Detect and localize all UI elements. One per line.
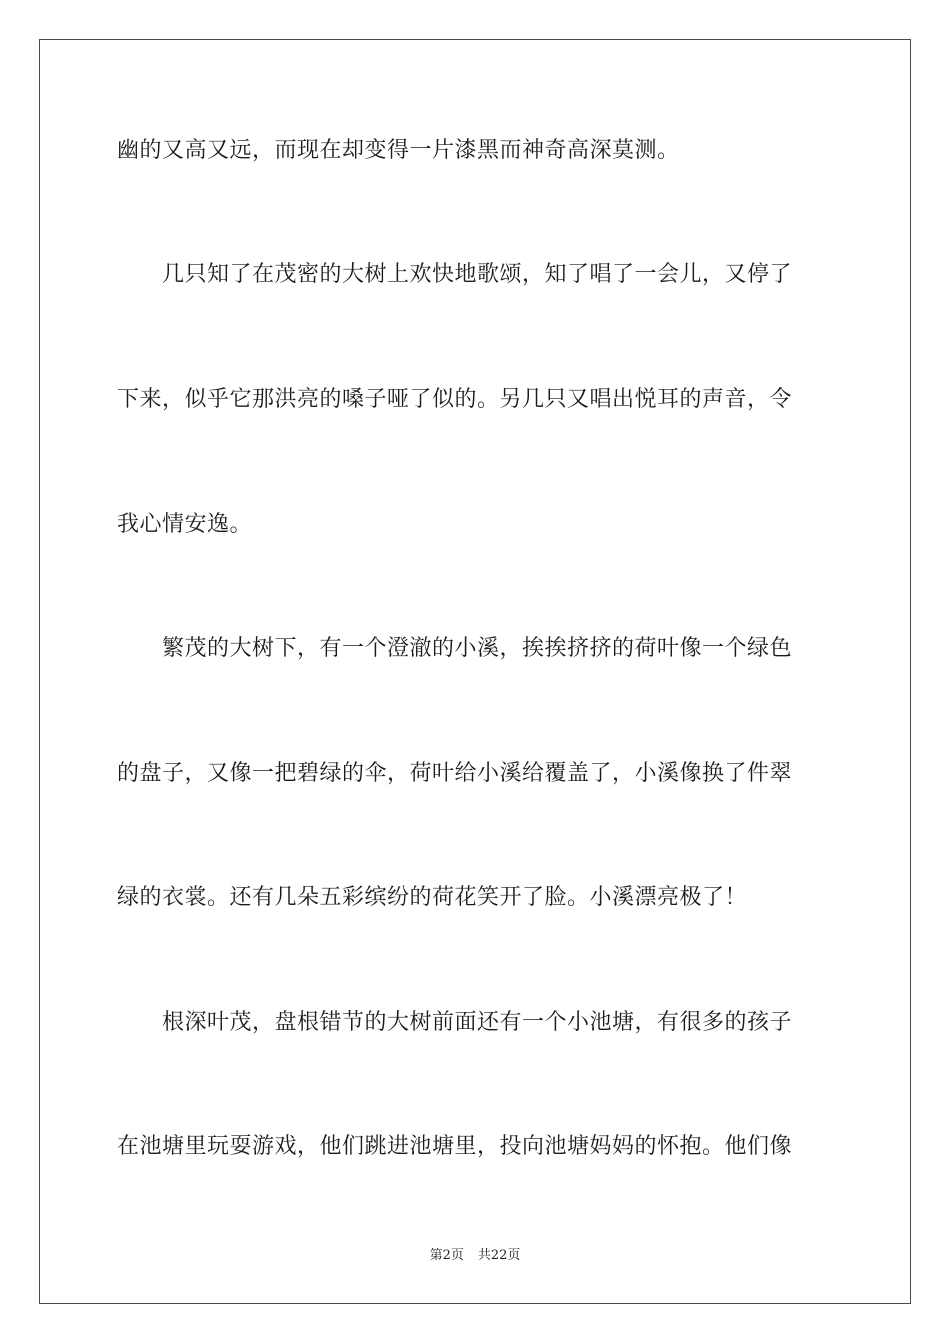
text-line-2: 几只知了在茂密的大树上欢快地歌颂，知了唱了一会儿，又停了 [117, 262, 793, 287]
text-line-7: 绿的衣裳。还有几朵五彩缤纷的荷花笑开了脸。小溪漂亮极了！ [117, 885, 748, 910]
text-line-6: 的盘子，又像一把碧绿的伞，荷叶给小溪给覆盖了，小溪像换了件翠 [117, 761, 793, 786]
text-line-9: 在池塘里玩耍游戏，他们跳进池塘里，投向池塘妈妈的怀抱。他们像 [117, 1134, 793, 1159]
page-footer [0, 1248, 950, 1264]
page-total: 共22页 [477, 1248, 521, 1263]
page-border [39, 39, 911, 1304]
text-line-3: 下来，似乎它那洪亮的嗓子哑了似的。另几只又唱出悦耳的声音，令 [117, 387, 793, 412]
text-line-1: 幽的又高又远，而现在却变得一片漆黑而神奇高深莫测。 [117, 138, 680, 163]
page-number: 第2页 [429, 1248, 464, 1263]
text-line-5: 繁茂的大树下，有一个澄澈的小溪，挨挨挤挤的荷叶像一个绿色 [117, 636, 793, 661]
text-line-8: 根深叶茂，盘根错节的大树前面还有一个小池塘，有很多的孩子 [117, 1010, 793, 1035]
text-line-4: 我心情安逸。 [117, 512, 253, 537]
